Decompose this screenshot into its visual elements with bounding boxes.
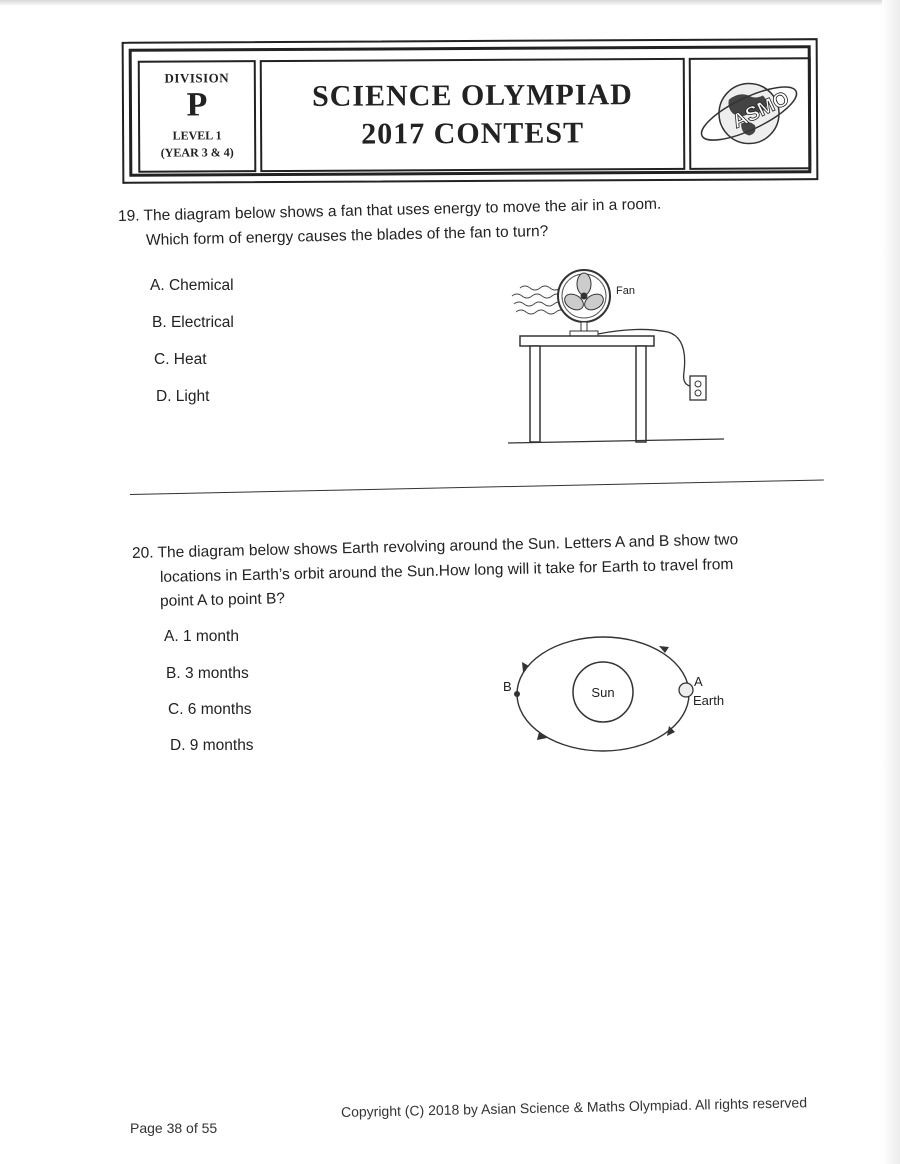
q20-option-c[interactable]: C. 6 months — [168, 701, 252, 718]
outlet-icon — [690, 376, 706, 400]
q19-line2: Which form of energy causes the blades of the fan to turn? — [145, 222, 549, 249]
division-letter: P — [186, 86, 208, 124]
fan-label: Fan — [616, 285, 635, 297]
q19-option-b[interactable]: B. Electrical — [152, 314, 234, 331]
division-box — [138, 60, 257, 173]
contest-header — [122, 38, 819, 184]
orbit-arrow-top-left — [522, 662, 529, 672]
page-number: Page 38 of 55 — [130, 1120, 218, 1136]
header-frame — [129, 45, 812, 177]
scan-edge — [0, 0, 900, 6]
scan-right-edge — [882, 0, 900, 1164]
q19-line1: 19. The diagram below shows a fan that uses energy to move the air in a room. — [117, 195, 662, 225]
contest-year: 2017 CONTEST — [361, 116, 585, 151]
orbit-arrow-bottom-right — [667, 726, 675, 736]
level-label: LEVEL 1 — [172, 128, 222, 143]
point-a-label: A — [694, 674, 703, 689]
logo-text: ASMO — [728, 87, 793, 133]
q19-option-c[interactable]: C. Heat — [154, 351, 207, 368]
q20-option-b[interactable]: B. 3 months — [166, 665, 249, 682]
copyright-notice: Copyright (C) 2018 by Asian Science & Maths Olympiad. All rights reserved — [340, 1094, 808, 1120]
q19-option-a[interactable]: A. Chemical — [150, 277, 234, 294]
asmo-globe-logo — [691, 59, 810, 168]
q20-option-a[interactable]: A. 1 month — [164, 628, 239, 645]
q20-option-d[interactable]: D. 9 months — [170, 737, 254, 754]
point-b-dot — [514, 691, 520, 697]
earth-label: Earth — [693, 693, 725, 708]
fan-icon — [558, 270, 610, 336]
earth-icon — [679, 683, 693, 697]
division-label: DIVISION — [164, 70, 230, 86]
contest-title: SCIENCE OLYMPIAD — [311, 78, 633, 113]
question-divider — [130, 479, 824, 495]
logo-box — [689, 57, 812, 170]
fan-diagram — [500, 262, 740, 452]
table-icon — [520, 336, 654, 442]
q20-line2: locations in Earth’s orbit around the Sun.How long will it take for Earth to travel from — [159, 555, 734, 586]
year-label: (YEAR 3 & 4) — [160, 145, 234, 160]
title-box — [260, 58, 686, 172]
q19-option-d[interactable]: D. Light — [156, 388, 210, 405]
sun-label: Sun — [591, 685, 615, 700]
orbit-diagram — [495, 628, 745, 763]
point-b-label: B — [503, 679, 512, 694]
q20-line1: 20. The diagram below shows Earth revolving around the Sun. Letters A and B show two — [131, 531, 739, 562]
q20-line3: point A to point B? — [159, 590, 286, 610]
